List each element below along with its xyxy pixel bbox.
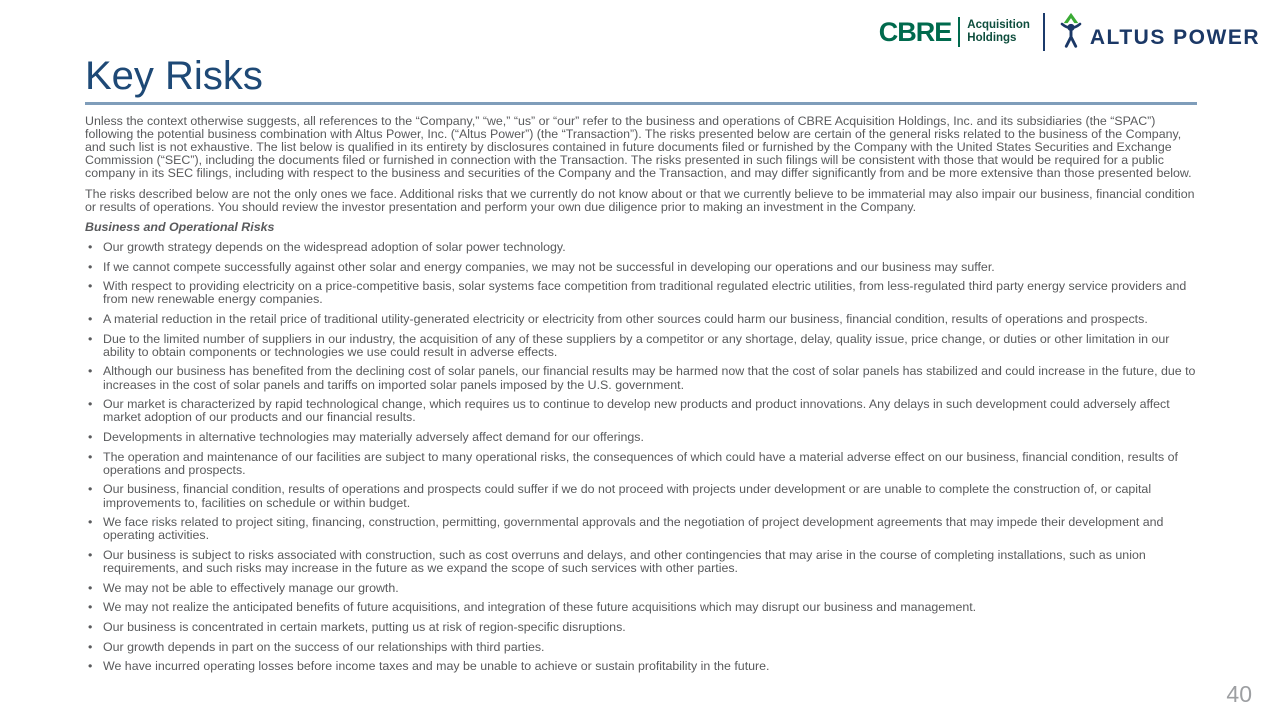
slide-body — [85, 115, 1197, 674]
slide-main — [85, 54, 1197, 680]
section-heading: Business and Operational Risks — [85, 219, 275, 234]
cbre-subline-2: Holdings — [967, 32, 1017, 44]
title-underline — [85, 102, 1197, 105]
risk-bullet-item: • We face risks related to project siting, financing, construction, permitting, governmental approvals and the negotiation of project development agreements that may impede their development and operating activities. — [85, 516, 1197, 542]
risk-bullet-list — [85, 241, 1197, 674]
risk-bullet-item: • We may not be able to effectively manage our growth. — [85, 582, 1197, 595]
risk-bullet-item: • Our growth strategy depends on the widespread adoption of solar power technology. — [85, 241, 1197, 254]
cbre-logo-divider — [958, 17, 960, 47]
cbre-logo — [879, 17, 1030, 47]
risk-bullet-item: • Although our business has benefited from the declining cost of solar panels, our financial results may be harmed now that the cost of solar panels has stabilized and could increase in the future, due to increases in the cost of solar panels and tariffs on imported solar panels imposed by the U.S. government. — [85, 365, 1197, 391]
cbre-logo-subtext — [967, 19, 1030, 45]
risk-bullet-item: • Our market is characterized by rapid technological change, which requires us to continue to develop new products and product innovations. Any delays in such development could adversely affect market adoption of our products and our financial results. — [85, 398, 1197, 424]
altus-wordmark: ALTUS POWER — [1089, 25, 1260, 49]
disclaimer-paragraph-2: The risks described below are not the only ones we face. Additional risks that we currently do not know about or that we currently believe to be immaterial may also impair our business, financial condition or results of operations. You should review the investor presentation and perform your own due diligence prior to making an investment in the Company. — [85, 186, 1195, 214]
page-number: 40 — [1226, 681, 1252, 707]
risk-bullet-item: • We have incurred operating losses before income taxes and may be unable to achieve or sustain profitability in the future. — [85, 660, 1197, 673]
disclaimer-paragraph-1: Unless the context otherwise suggests, all references to the “Company,” “we,” “us” or “our” refer to the business and operations of CBRE Acquisition Holdings, Inc. and its subsidiaries (the “SPAC”) following the potential business combination with Altus Power, Inc. (“Altus Power”) (the “Transaction”). The risks presented below are certain of the general risks related to the business of the Company, and such list is not exhaustive. The list below is qualified in its entirety by disclosures contained in future documents filed or furnished by the Company with the United States Securities and Exchange Commission (“SEC”), including the documents filed or furnished in connection with the Transaction. The risks presented in such filings will be consistent with those that would be required for a public company in its SEC filings, including with respect to the business and securities of the Company and the Transaction, and may differ significantly from and be more extensive than those presented below. — [85, 113, 1192, 181]
slide-title: Key Risks — [85, 54, 263, 98]
risk-bullet-item: • With respect to providing electricity on a price-competitive basis, solar systems face competition from traditional regulated electric utilities, from less-regulated third party energy service providers and from new renewable energy companies. — [85, 280, 1197, 306]
header-logos — [879, 9, 1260, 55]
risk-bullet-item: • Our business is concentrated in certain markets, putting us at risk of region-specific disruptions. — [85, 621, 1197, 634]
risk-bullet-item: • Our business is subject to risks associated with construction, such as cost overruns and delays, and other contingencies that may arise in the course of completing installations, such as union requirements, and such risks may increase in the future as we expand the scope of such services with other parties. — [85, 549, 1197, 575]
cbre-wordmark: CBRE — [878, 16, 952, 47]
risk-bullet-item: • Our business, financial condition, results of operations and prospects could suffer if we do not proceed with projects under development or are unable to complete the construction of, or capital improvements to, facilities on schedule or within budget. — [85, 483, 1197, 509]
risk-bullet-item: • The operation and maintenance of our facilities are subject to many operational risks, the consequences of which could have a material adverse effect on our business, financial condition, results of operations and prospects. — [85, 451, 1197, 477]
cbre-subline-1: Acquisition — [967, 18, 1030, 31]
logo-divider — [1043, 13, 1045, 51]
altus-figure-icon — [1058, 12, 1084, 53]
risk-bullet-item: • Due to the limited number of suppliers in our industry, the acquisition of any of these suppliers by a competitor or any shortage, delay, quality issue, price change, or duties or other limitation in our ability to obtain components or technologies we use could result in adverse effects. — [85, 333, 1197, 359]
risk-bullet-item: • If we cannot compete successfully against other solar and energy companies, we may not be successful in developing our operations and our business may suffer. — [85, 261, 1197, 274]
risk-bullet-item: • Developments in alternative technologies may materially adversely affect demand for our offerings. — [85, 431, 1197, 444]
altus-power-logo — [1058, 12, 1260, 53]
risk-bullet-item: • We may not realize the anticipated benefits of future acquisitions, and integration of these future acquisitions which may disrupt our business and management. — [85, 601, 1197, 614]
risk-bullet-item: • A material reduction in the retail price of traditional utility-generated electricity or electricity from other sources could harm our business, financial condition, results of operations and prospects. — [85, 313, 1197, 326]
risk-bullet-item: • Our growth depends in part on the success of our relationships with third parties. — [85, 641, 1197, 654]
